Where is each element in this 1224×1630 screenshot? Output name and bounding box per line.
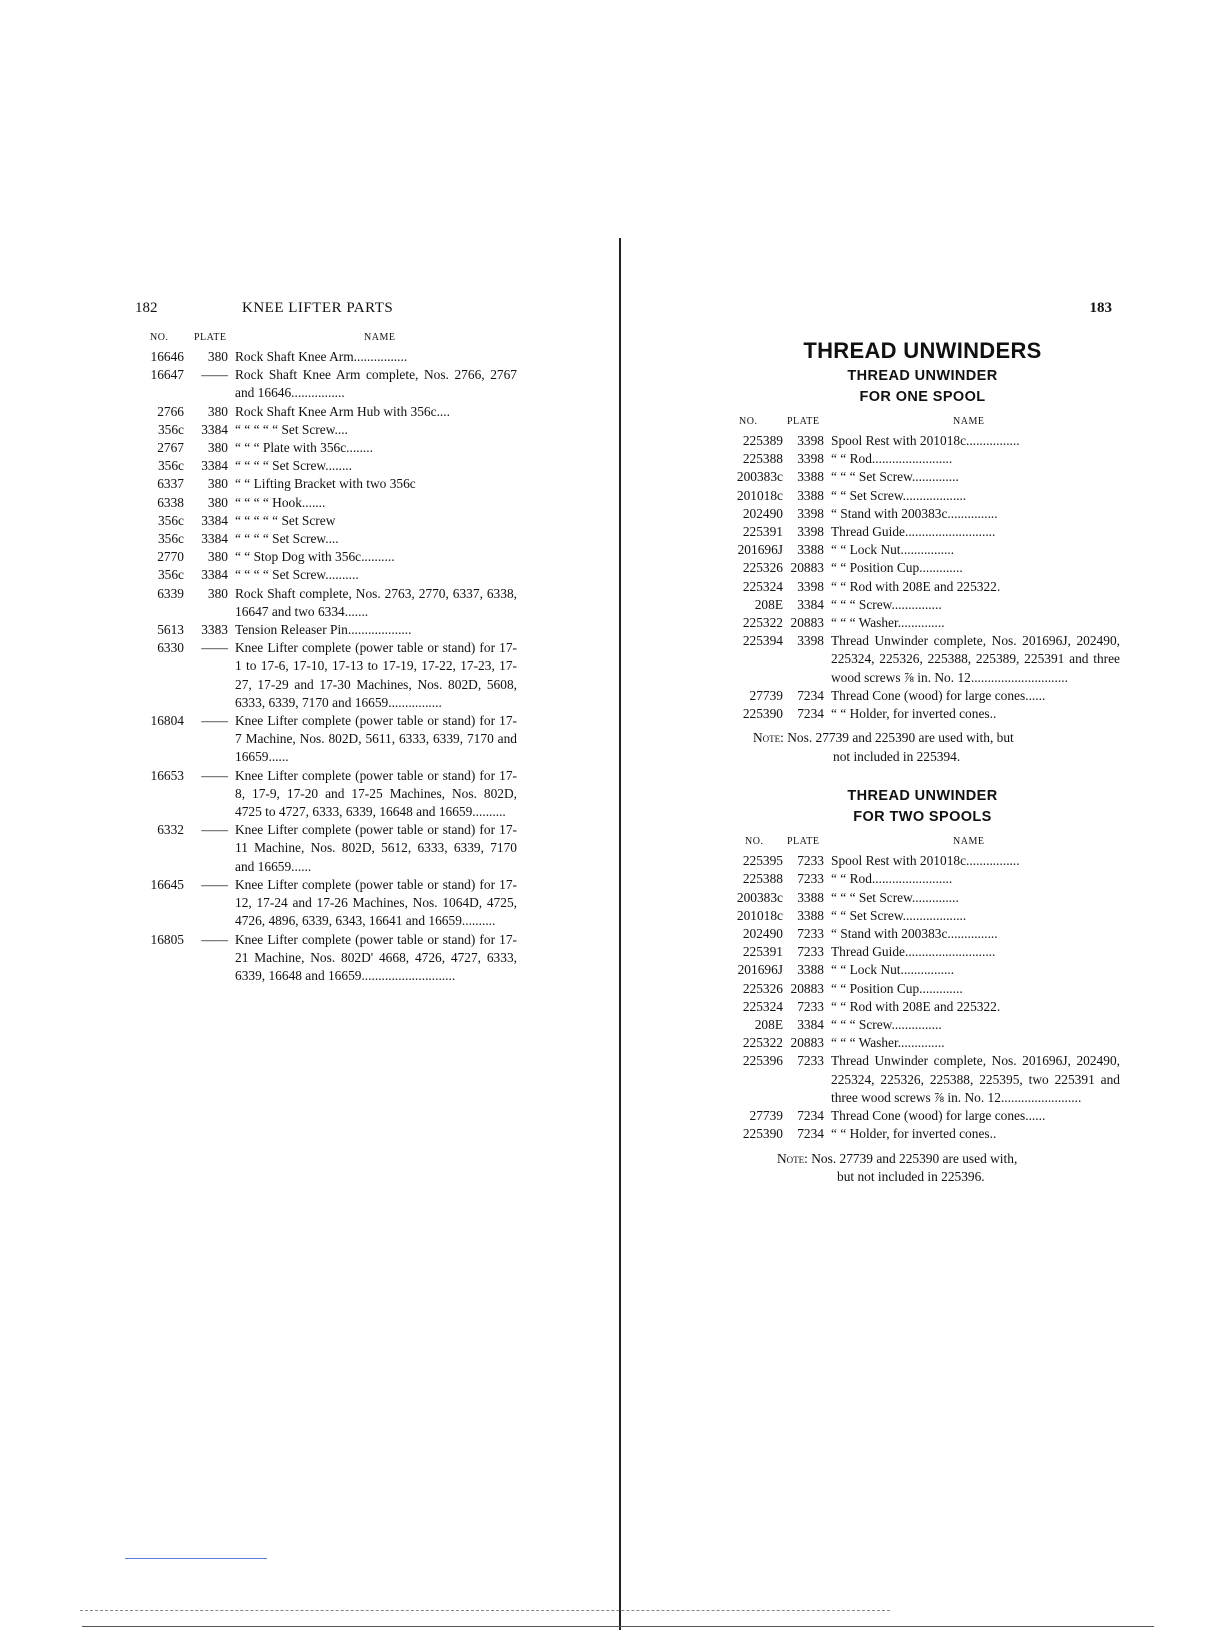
- part-number: 225326: [742, 560, 783, 576]
- table-row: [132, 712, 517, 767]
- part-name: Thread Guide...........................: [831, 944, 996, 960]
- table-row: [132, 821, 517, 876]
- plate-number: ——: [201, 713, 228, 729]
- part-name: Spool Rest with 201018c................: [831, 853, 1020, 869]
- plate-number: 380: [207, 349, 228, 364]
- part-number: 200383c: [736, 889, 783, 905]
- table-row: [725, 559, 1120, 577]
- part-name: Rock Shaft Knee Arm complete, Nos. 2766, 2767 and 16646................: [235, 367, 517, 401]
- part-number: 225388: [742, 871, 783, 887]
- part-number: 356c: [157, 421, 184, 437]
- section-subtitle: FOR TWO SPOOLS: [853, 809, 992, 826]
- table-row: [725, 596, 1120, 614]
- part-number: 225391: [742, 944, 783, 960]
- plate-number: 380: [207, 440, 228, 456]
- parts-list: [725, 852, 1120, 1143]
- plate-number: 3388: [797, 469, 824, 485]
- plate-number: 7234: [797, 687, 824, 703]
- parts-list: [725, 432, 1120, 723]
- table-row: [725, 1107, 1120, 1125]
- table-row: [725, 523, 1120, 541]
- part-number: 225395: [742, 853, 783, 869]
- part-number: 202490: [742, 926, 783, 942]
- page-title: THREAD UNWINDERS: [803, 338, 1042, 363]
- part-number: 16805: [150, 931, 184, 947]
- part-number: 2770: [157, 549, 184, 565]
- part-number: 202490: [742, 505, 783, 521]
- part-number: 225324: [742, 578, 783, 594]
- table-row: [132, 621, 517, 639]
- part-name: Spool Rest with 201018c................: [831, 433, 1020, 448]
- table-row: [725, 505, 1120, 523]
- table-row: [725, 1052, 1120, 1107]
- table-row: [132, 530, 517, 548]
- table-row: [725, 487, 1120, 505]
- plate-number: 7234: [797, 1108, 824, 1124]
- part-name: Thread Cone (wood) for large cones......: [831, 1108, 1046, 1124]
- column-header-plate: PLATE: [194, 332, 227, 343]
- part-number: 201018c: [736, 487, 783, 503]
- parts-list: [132, 348, 517, 985]
- part-name: “ “ Lifting Bracket with two 356c: [235, 476, 416, 492]
- table-row: [132, 494, 517, 512]
- note: [725, 729, 1120, 766]
- column-header-no: NO.: [745, 836, 764, 848]
- table-row: [725, 1034, 1120, 1052]
- scan-mark-line: [125, 1558, 267, 1559]
- part-number: 201696J: [737, 542, 783, 558]
- plate-number: 3384: [201, 512, 228, 528]
- column-header-name: NAME: [953, 836, 985, 848]
- table-row: [725, 998, 1120, 1016]
- part-name: “ “ Set Screw...................: [831, 907, 967, 923]
- part-name: “ Stand with 200383c...............: [831, 926, 998, 942]
- table-row: [132, 403, 517, 421]
- column-headers: [132, 332, 517, 348]
- part-number: 225322: [742, 615, 783, 631]
- left-page-header: [132, 300, 517, 324]
- table-row: [725, 705, 1120, 723]
- part-name: “ “ Lock Nut................: [831, 962, 955, 978]
- part-number: 16804: [150, 713, 184, 729]
- plate-number: 3384: [201, 458, 228, 474]
- table-row: [725, 450, 1120, 468]
- note-label: Note:: [753, 730, 784, 746]
- part-name: Knee Lifter complete (power table or stand) for 17-7 Machine, Nos. 802D, 5611, 6333, 6339, 7170 and 16659......: [235, 713, 517, 765]
- part-name: “ Stand with 200383c...............: [831, 505, 998, 521]
- part-name: Thread Unwinder complete, Nos. 201696J, 202490, 225324, 225326, 225388, 225395, two 225391 and three wood screws ⅞ in. No. 12........................: [831, 1053, 1120, 1105]
- table-row: [725, 943, 1120, 961]
- left-page: [132, 300, 517, 985]
- plate-number: 3388: [797, 962, 824, 978]
- section-title: THREAD UNWINDER: [847, 368, 998, 384]
- plate-number: 380: [207, 549, 228, 565]
- part-name: Rock Shaft complete, Nos. 2763, 2770, 6337, 6338, 16647 and two 6334.......: [235, 585, 517, 619]
- part-name: “ “ Rod with 208E and 225322.: [831, 998, 1001, 1014]
- part-name: “ “ “ Plate with 356c........: [235, 440, 373, 456]
- part-number: 208E: [754, 1017, 783, 1033]
- part-number: 225396: [742, 1053, 783, 1069]
- note: [725, 1150, 1120, 1187]
- plate-number: 7233: [797, 926, 824, 942]
- table-row: [725, 578, 1120, 596]
- part-name: “ “ Stop Dog with 356c..........: [235, 549, 395, 565]
- part-name: “ “ Holder, for inverted cones..: [831, 706, 997, 722]
- part-name: Tension Releaser Pin...................: [235, 622, 412, 638]
- table-row: [725, 870, 1120, 888]
- page-gutter-line: [619, 238, 621, 1630]
- table-row: [725, 980, 1120, 998]
- note-text: Nos. 27739 and 225390 are used with, but: [787, 730, 1014, 746]
- part-number: 200383c: [736, 469, 783, 485]
- part-number: 356c: [157, 567, 184, 583]
- plate-number: 380: [207, 403, 228, 419]
- plate-number: ——: [201, 931, 228, 947]
- plate-number: 3398: [797, 524, 824, 540]
- plate-number: 7233: [797, 1053, 824, 1069]
- table-row: [725, 1125, 1120, 1143]
- part-name: “ “ “ Set Screw..............: [831, 889, 959, 905]
- part-number: 2767: [157, 440, 184, 456]
- plate-number: 3398: [797, 578, 824, 594]
- part-number: 225326: [742, 980, 783, 996]
- note-label: Note:: [777, 1150, 808, 1166]
- table-row: [725, 687, 1120, 705]
- part-number: 225324: [742, 998, 783, 1014]
- part-number: 225390: [742, 1126, 783, 1142]
- table-row: [725, 889, 1120, 907]
- table-row: [132, 639, 517, 712]
- part-name: “ “ “ “ Set Screw..........: [235, 567, 359, 583]
- part-number: 16653: [150, 767, 184, 783]
- part-number: 208E: [754, 596, 783, 612]
- page-number: 182: [135, 300, 158, 316]
- table-row: [132, 585, 517, 621]
- part-name: “ “ Holder, for inverted cones..: [831, 1126, 997, 1142]
- plate-number: 3388: [797, 487, 824, 503]
- plate-number: 7233: [797, 871, 824, 887]
- plate-number: 3398: [797, 633, 824, 649]
- part-number: 27739: [749, 687, 783, 703]
- right-page-header: [725, 300, 1120, 324]
- section-one-spool: [725, 366, 1120, 766]
- part-name: Thread Unwinder complete, Nos. 201696J, 202490, 225324, 225326, 225388, 225389, 225391 and three wood screws ⅞ in. No. 12.............................: [831, 633, 1120, 685]
- section-two-spools: [725, 786, 1120, 1186]
- part-number: 356c: [157, 531, 184, 547]
- plate-number: 7234: [797, 1126, 824, 1142]
- table-row: [132, 457, 517, 475]
- part-name: “ “ “ “ “ Set Screw: [235, 512, 336, 528]
- table-row: [132, 876, 517, 931]
- part-number: 6330: [157, 640, 184, 656]
- part-number: 225390: [742, 706, 783, 722]
- part-number: 2766: [157, 403, 184, 419]
- column-header-name: NAME: [953, 416, 985, 427]
- table-row: [132, 475, 517, 493]
- column-header-plate: PLATE: [787, 416, 820, 427]
- plate-number: ——: [201, 640, 228, 656]
- part-name: “ “ Position Cup.............: [831, 560, 963, 576]
- column-headers: [725, 416, 1120, 432]
- section-title: THREAD UNWINDER: [847, 788, 998, 805]
- part-name: “ “ Lock Nut................: [831, 542, 955, 558]
- part-name: “ “ Rod........................: [831, 451, 953, 467]
- table-row: [132, 366, 517, 402]
- plate-number: 7233: [797, 944, 824, 960]
- table-row: [132, 348, 517, 366]
- table-row: [725, 907, 1120, 925]
- plate-number: 7234: [797, 706, 824, 722]
- plate-number: 380: [207, 585, 228, 601]
- part-name: “ “ Position Cup.............: [831, 980, 963, 996]
- part-number: 6337: [157, 476, 184, 492]
- part-name: “ “ “ Set Screw..............: [831, 469, 959, 485]
- table-row: [725, 468, 1120, 486]
- plate-number: 3388: [797, 889, 824, 905]
- plate-number: 3384: [797, 1017, 824, 1033]
- part-name: “ “ “ “ Set Screw....: [235, 531, 339, 547]
- plate-number: 3383: [201, 622, 228, 638]
- part-number: 225391: [742, 524, 783, 540]
- part-name: “ “ “ Screw...............: [831, 1017, 942, 1033]
- part-name: Thread Guide...........................: [831, 524, 996, 540]
- part-number: 225322: [742, 1035, 783, 1051]
- plate-number: 3388: [797, 907, 824, 923]
- part-name: “ “ “ “ Set Screw........: [235, 458, 352, 474]
- note-text-continued: but not included in 225396.: [837, 1169, 985, 1184]
- right-page: [725, 300, 1120, 1187]
- page-title: KNEE LIFTER PARTS: [242, 300, 394, 316]
- table-row: [725, 1016, 1120, 1034]
- table-row: [725, 852, 1120, 870]
- table-row: [725, 541, 1120, 559]
- part-number: 225394: [742, 633, 783, 649]
- part-number: 6332: [157, 822, 184, 838]
- plate-number: 3384: [201, 421, 228, 437]
- part-name: Rock Shaft Knee Arm Hub with 356c....: [235, 403, 450, 419]
- plate-number: ——: [201, 767, 228, 783]
- bottom-rule: [82, 1626, 1154, 1627]
- table-row: [725, 614, 1120, 632]
- part-number: 225388: [742, 451, 783, 467]
- table-row: [725, 432, 1120, 450]
- part-number: 27739: [749, 1108, 783, 1124]
- plate-number: 3384: [201, 567, 228, 583]
- part-number: 356c: [157, 512, 184, 528]
- part-name: Thread Cone (wood) for large cones......: [831, 687, 1046, 703]
- part-number: 16647: [150, 367, 184, 383]
- table-row: [132, 439, 517, 457]
- part-number: 356c: [157, 458, 184, 474]
- page-number: 183: [1089, 300, 1112, 316]
- column-header-name: NAME: [364, 332, 396, 343]
- part-name: Knee Lifter complete (power table or stand) for 17-11 Machine, Nos. 802D, 5612, 6333, 6339, 7170 and 16659......: [235, 822, 517, 874]
- table-row: [725, 961, 1120, 979]
- part-name: Knee Lifter complete (power table or stand) for 17-12, 17-24 and 17-26 Machines, Nos. 1064D, 4725, 4726, 4896, 6339, 6343, 16641 and 16659..........: [235, 876, 517, 929]
- plate-number: 3398: [797, 451, 824, 467]
- plate-number: 3398: [797, 505, 824, 521]
- column-header-no: NO.: [739, 416, 758, 427]
- scan-edge-line: [80, 1610, 890, 1612]
- column-header-no: NO.: [150, 332, 169, 343]
- plate-number: 3398: [797, 433, 824, 448]
- part-number: 16645: [150, 876, 184, 892]
- plate-number: 20883: [790, 980, 824, 996]
- table-row: [132, 566, 517, 584]
- plate-number: ——: [201, 876, 228, 892]
- plate-number: 7233: [797, 998, 824, 1014]
- part-name: Rock Shaft Knee Arm................: [235, 349, 408, 364]
- part-name: “ “ “ “ “ Set Screw....: [235, 421, 348, 437]
- plate-number: 3388: [797, 542, 824, 558]
- plate-number: 20883: [790, 615, 824, 631]
- part-number: 225389: [742, 433, 783, 448]
- part-name: “ “ Set Screw...................: [831, 487, 967, 503]
- plate-number: ——: [201, 822, 228, 838]
- table-row: [132, 931, 517, 986]
- plate-number: 7233: [797, 853, 824, 869]
- plate-number: 20883: [790, 1035, 824, 1051]
- part-name: Knee Lifter complete (power table or stand) for 17-21 Machine, Nos. 802D' 4668, 4726, 4727, 6333, 6339, 16648 and 16659............................: [235, 931, 517, 983]
- plate-number: ——: [201, 367, 228, 383]
- part-number: 201696J: [737, 962, 783, 978]
- plate-number: 3384: [201, 531, 228, 547]
- table-row: [132, 767, 517, 822]
- part-name: “ “ Rod with 208E and 225322.: [831, 578, 1001, 594]
- note-text: Nos. 27739 and 225390 are used with,: [811, 1150, 1018, 1166]
- part-number: 6339: [157, 585, 184, 601]
- table-row: [725, 632, 1120, 687]
- plate-number: 380: [207, 494, 228, 510]
- note-text-continued: not included in 225394.: [833, 748, 961, 764]
- plate-number: 380: [207, 476, 228, 492]
- plate-number: 20883: [790, 560, 824, 576]
- column-header-plate: PLATE: [787, 836, 820, 848]
- part-name: Knee Lifter complete (power table or stand) for 17-1 to 17-6, 17-10, 17-13 to 17-19, 17-22, 17-23, 17-27, 17-29 and 17-30 Machines, Nos. 802D, 5608, 6333, 6339, 7170 and 16659................: [235, 640, 517, 710]
- table-row: [132, 548, 517, 566]
- part-name: “ “ Rod........................: [831, 871, 953, 887]
- column-headers: [725, 836, 1120, 852]
- part-number: 16646: [150, 349, 184, 364]
- table-row: [132, 421, 517, 439]
- part-name: “ “ “ Washer..............: [831, 1035, 945, 1051]
- part-name: Knee Lifter complete (power table or stand) for 17-8, 17-9, 17-20 and 17-25 Machines, Nos. 802D, 4725 to 4727, 6333, 6339, 16648 and 16659..........: [235, 767, 517, 820]
- section-subtitle: FOR ONE SPOOL: [859, 389, 986, 405]
- plate-number: 3384: [797, 596, 824, 612]
- part-number: 201018c: [736, 907, 783, 923]
- part-number: 5613: [157, 622, 184, 638]
- part-name: “ “ “ Screw...............: [831, 596, 942, 612]
- table-row: [132, 512, 517, 530]
- part-name: “ “ “ Washer..............: [831, 615, 945, 631]
- table-row: [725, 925, 1120, 943]
- part-number: 6338: [157, 494, 184, 510]
- part-name: “ “ “ “ Hook.......: [235, 494, 326, 510]
